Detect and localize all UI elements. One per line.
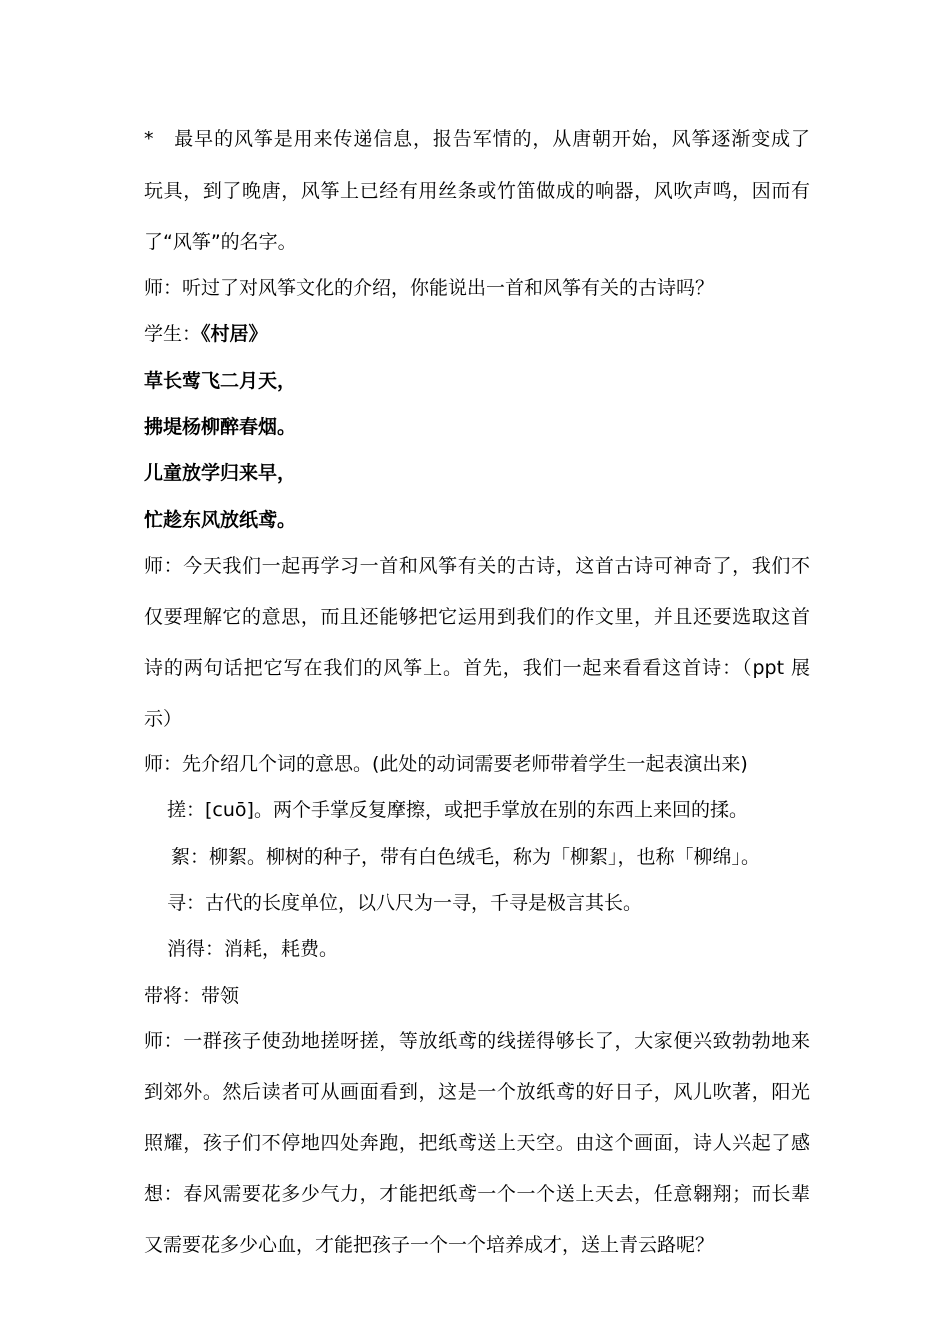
teacher-explain-line-5: 又需要花多少心血，才能把孩子一个一个培养成才，送上青云路呢？ bbox=[144, 1234, 715, 1256]
vocab-xu: 絮：柳絮。柳树的种子，带有白色绒毛，称为「柳絮」，也称「柳绵」。 bbox=[171, 846, 761, 868]
poem-line-4: 忙趁东风放纸鸢。 bbox=[144, 509, 297, 531]
teacher-intro-line-2: 仅要理解它的意思，而且还能够把它运用到我们的作文里，并且还要选取这首 bbox=[144, 606, 810, 628]
teacher-intro-line-3: 诗的两句话把它写在我们的风筝上。首先，我们一起来看看这首诗：（ppt 展 bbox=[144, 657, 810, 679]
poem-title: 《村居》 bbox=[201, 323, 268, 345]
teacher-explain-line-1: 师：一群孩子使劲地搓呀搓，等放纸鸢的线搓得够长了，大家便兴致勃勃地来 bbox=[144, 1030, 810, 1052]
intro-line-3: 了“风筝”的名字。 bbox=[144, 231, 297, 253]
teacher-intro-line-4: 示） bbox=[144, 708, 183, 730]
vocab-daijiang: 带将：带领 bbox=[144, 985, 240, 1007]
student-prefix: 学生： bbox=[144, 323, 202, 345]
poem-line-2: 拂堤杨柳醉春烟。 bbox=[144, 416, 297, 438]
poem-line-1: 草长莺飞二月天， bbox=[144, 370, 297, 392]
poem-line-3: 儿童放学归来早， bbox=[144, 462, 297, 484]
vocab-xiaode: 消得：消耗，耗费。 bbox=[167, 938, 339, 960]
teacher-explain-line-2: 到郊外。然后读者可从画面看到，这是一个放纸鸢的好日子，风儿吹著，阳光 bbox=[144, 1081, 810, 1103]
intro-line-1: * 最早的风筝是用来传递信息，报告军情的，从唐朝开始，风筝逐渐变成了 bbox=[144, 128, 810, 150]
teacher-question: 师：听过了对风筝文化的介绍，你能说出一首和风筝有关的古诗吗？ bbox=[144, 277, 715, 299]
teacher-explain-line-3: 照耀，孩子们不停地四处奔跑，把纸鸢送上天空。由这个画面，诗人兴起了感 bbox=[144, 1132, 810, 1154]
vocab-xun: 寻：古代的长度单位，以八尺为一寻，千寻是极言其长。 bbox=[167, 892, 643, 914]
vocab-cuo: 搓：[cuō]。两个手掌反复摩擦，或把手掌放在别的东西上来回的揉。 bbox=[167, 799, 748, 821]
intro-line-2: 玩具，到了晚唐，风筝上已经有用丝条或竹笛做成的响器，风吹声鸣，因而有 bbox=[144, 180, 810, 202]
teacher-intro-line-1: 师：今天我们一起再学习一首和风筝有关的古诗，这首古诗可神奇了，我们不 bbox=[144, 555, 810, 577]
teacher-words-intro: 师：先介绍几个词的意思。(此处的动词需要老师带着学生一起表演出来) bbox=[144, 753, 748, 775]
teacher-explain-line-4: 想：春风需要花多少气力，才能把纸鸢一个一个送上天去，任意翱翔；而长辈 bbox=[144, 1183, 810, 1205]
student-answer bbox=[144, 322, 810, 346]
